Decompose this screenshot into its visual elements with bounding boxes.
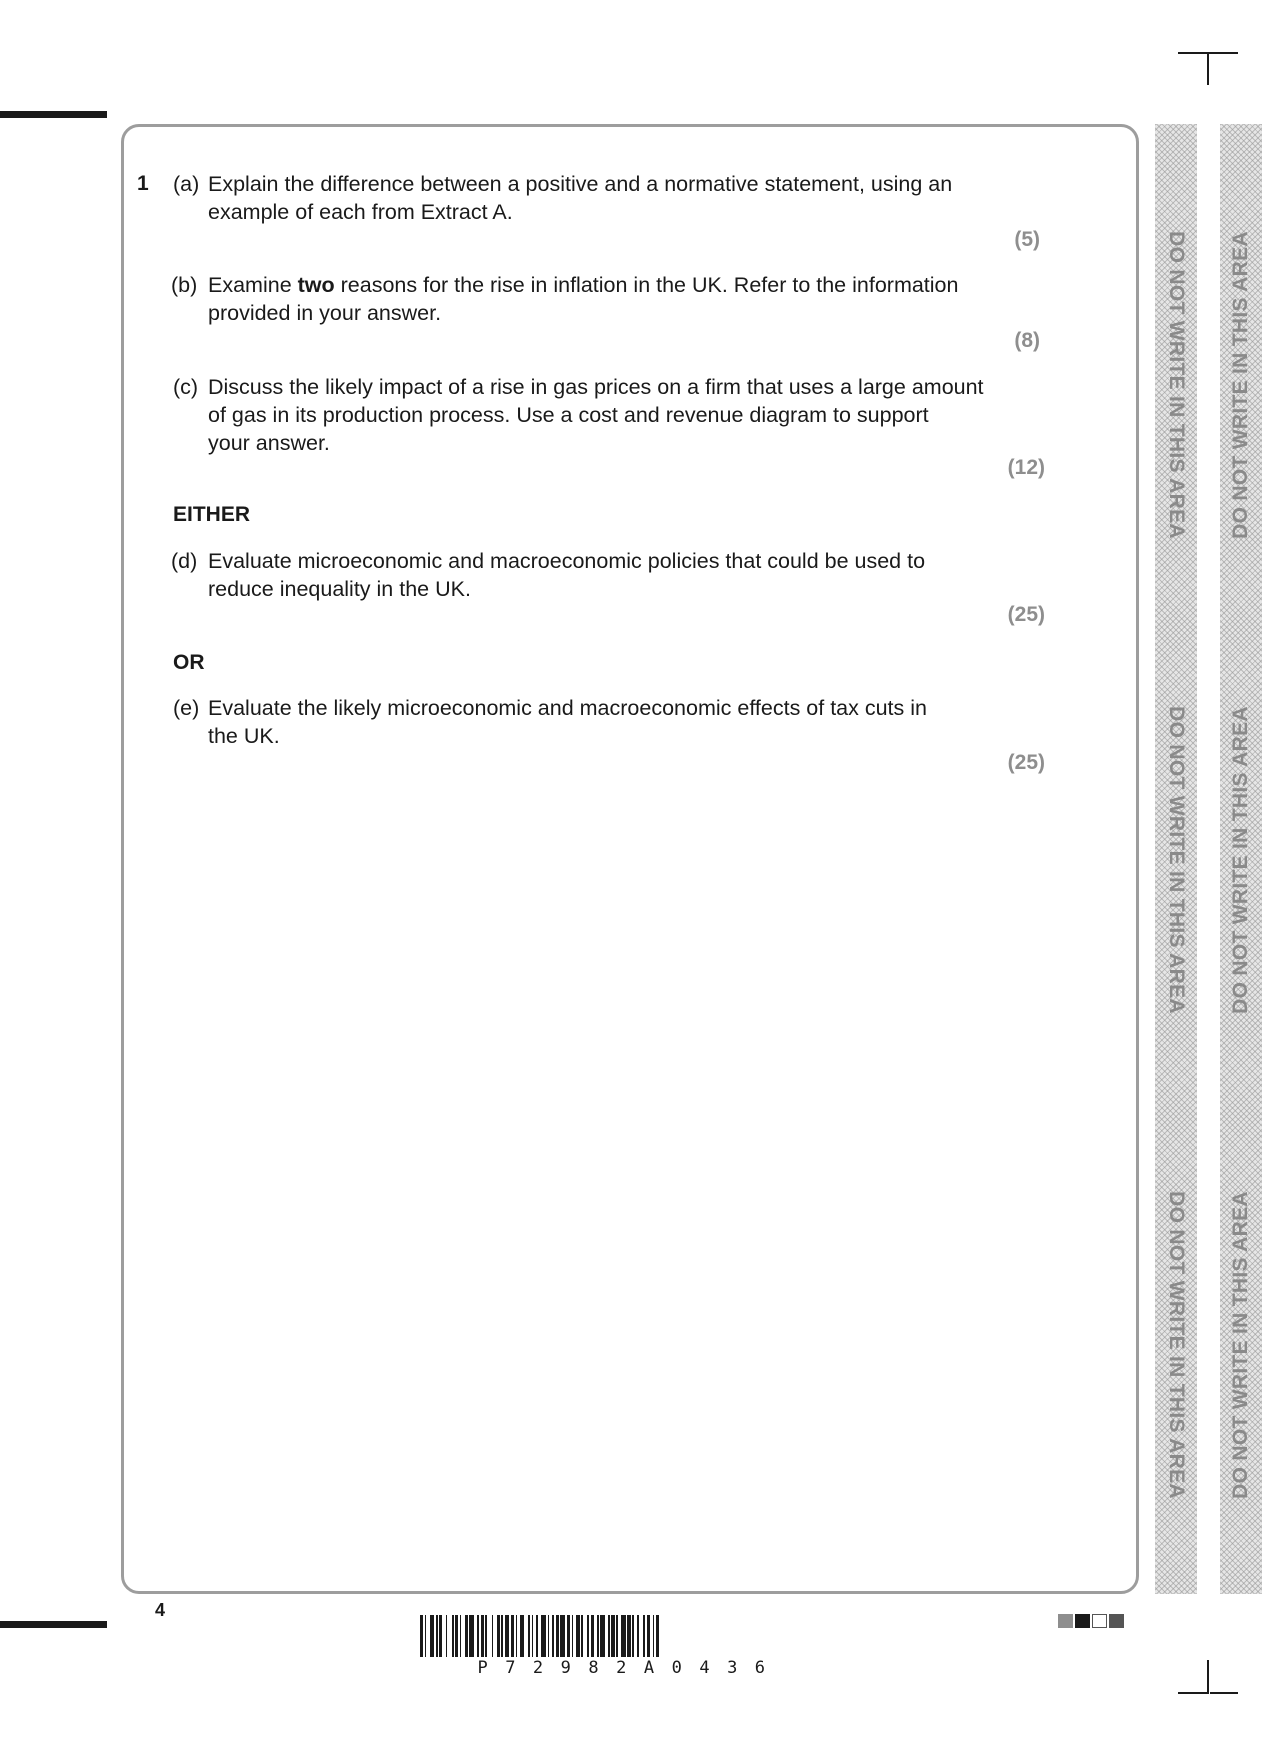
crop-mark bbox=[1207, 1660, 1209, 1694]
part-c-text: Discuss the likely impact of a rise in gas prices on a firm that uses a large amount of gas in its production process. Use a cost and revenue diagram to support your answer. bbox=[208, 375, 984, 455]
part-e-label: (e) bbox=[173, 696, 200, 720]
page-number: 4 bbox=[155, 1600, 166, 1620]
part-b-label: (b) bbox=[171, 273, 198, 297]
margin-warning: DO NOT WRITE IN THIS AREA bbox=[1165, 1191, 1188, 1499]
part-c-label: (c) bbox=[173, 375, 199, 399]
question-number: 1 bbox=[137, 172, 149, 195]
part-c-marks: (12) bbox=[1007, 456, 1045, 479]
crop-mark bbox=[1207, 52, 1209, 85]
part-e-text: Evaluate the likely microeconomic and macroeconomic effects of tax cuts in the UK. bbox=[208, 696, 927, 748]
part-d-text: Evaluate microeconomic and macroeconomic policies that could be used to reduce inequality in the UK. bbox=[208, 549, 926, 601]
part-a-text: Explain the difference between a positive and a normative statement, using an example of each from Extract A. bbox=[208, 172, 953, 224]
left-margin-rule bbox=[0, 1621, 107, 1628]
margin-warning: DO NOT WRITE IN THIS AREA bbox=[1165, 706, 1188, 1014]
margin-warning: DO NOT WRITE IN THIS AREA bbox=[1229, 706, 1252, 1014]
part-a-label: (a) bbox=[173, 172, 200, 196]
part-d-label: (d) bbox=[171, 549, 198, 573]
margin-warning: DO NOT WRITE IN THIS AREA bbox=[1229, 1191, 1252, 1499]
left-margin-rule bbox=[0, 111, 107, 118]
part-b-marks: (8) bbox=[1014, 329, 1040, 352]
crop-mark bbox=[1178, 1692, 1208, 1694]
barcode bbox=[420, 1615, 840, 1657]
crop-mark bbox=[1210, 1692, 1238, 1694]
part-a-marks: (5) bbox=[1014, 228, 1040, 251]
registration-blocks bbox=[1058, 1614, 1124, 1628]
part-e-marks: (25) bbox=[1007, 751, 1045, 774]
margin-warning: DO NOT WRITE IN THIS AREA bbox=[1229, 231, 1252, 539]
barcode-text: P72982A0436 bbox=[477, 1658, 783, 1678]
part-b-text: Examine two reasons for the rise in inflation in the UK. Refer to the information provided in your answer. bbox=[208, 273, 959, 325]
either-heading: EITHER bbox=[173, 503, 251, 526]
or-heading: OR bbox=[173, 651, 205, 674]
barcode-bar bbox=[659, 1615, 664, 1657]
part-d-marks: (25) bbox=[1007, 603, 1045, 626]
margin-warning: DO NOT WRITE IN THIS AREA bbox=[1165, 231, 1188, 539]
